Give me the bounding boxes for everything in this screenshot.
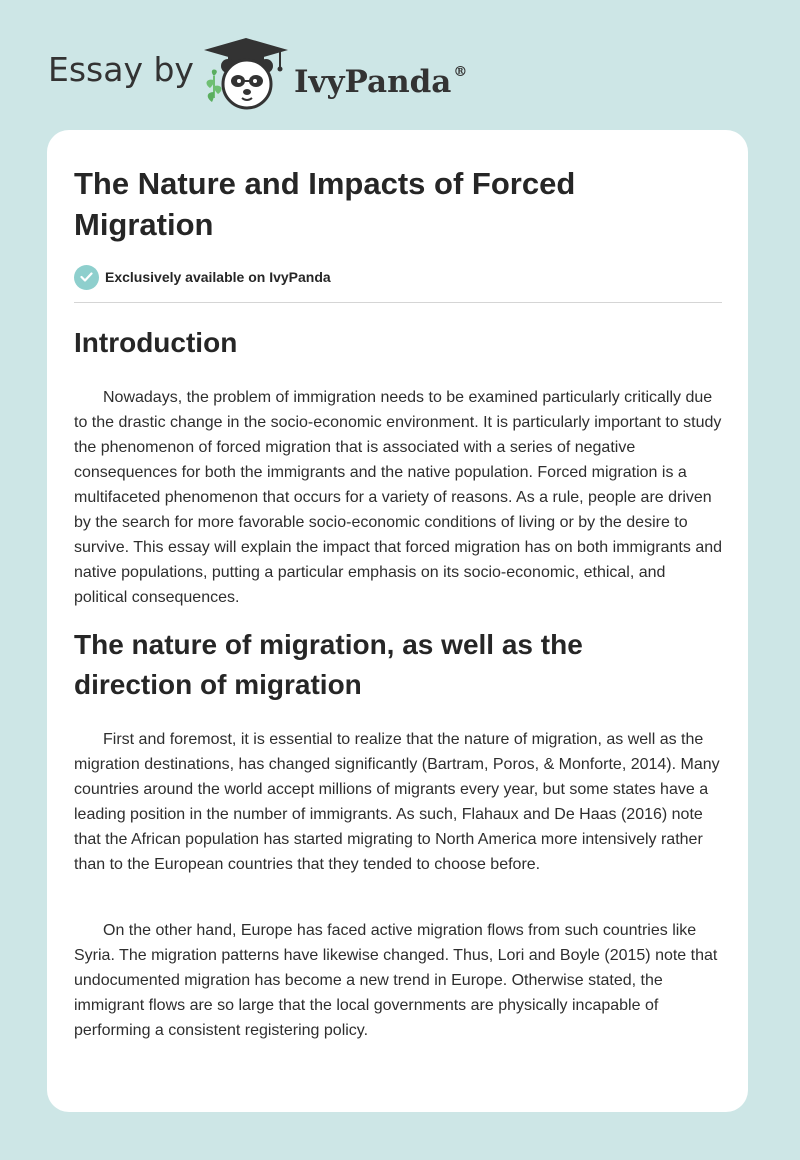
ivypanda-logo-icon[interactable] [200, 36, 292, 112]
essay-by-label: Essay by [48, 50, 194, 89]
essay-card [47, 130, 748, 1112]
ivy-leaf-icon [207, 69, 222, 102]
section-heading-introduction: Introduction [74, 327, 238, 358]
paragraph-introduction: Nowadays, the problem of immigration needs to be examined particularly critically due to the drastic change in the socio-economic environment. It is particularly important to study the phenomenon of forced migration that is associated with a series of negative consequences for both the immigrants and the native population. Forced migration is a multifaceted phenomenon that occurs for a variety of reasons. As a rule, people are driven by the search for more favorable socio-economic conditions of living or by the desire to survive. This essay will explain the impact that forced migration has on both immigrants and native populations, putting a particular emphasis on its socio-economic, ethical, and political consequences. [74, 389, 723, 606]
brand-text: IvyPanda [294, 64, 452, 100]
trademark-symbol: ® [453, 64, 468, 80]
title-divider [74, 302, 722, 303]
paragraph-nature-2: On the other hand, Europe has faced active migration flows from such countries like Syria. The migration patterns have likewise changed. Thus, Lori and Boyle (2015) note that undocumented migration has become a new trend in Europe. Otherwise stated, the immigrant flows are so large that the local governments are physically incapable of performing a consistent registering policy. [74, 922, 718, 1039]
exclusive-label: Exclusively available on IvyPanda [105, 269, 331, 285]
exclusive-badge [74, 263, 331, 291]
essay-title: The Nature and Impacts of Forced Migration [74, 166, 576, 242]
section-heading-nature-of-migration: The nature of migration, as well as the direction of migration [74, 629, 583, 700]
paragraph-nature-1: First and foremost, it is essential to realize that the nature of migration, as well as the migration destinations, has changed significantly (Bartram, Poros, & Monforte, 2014). Many countries around the world accept millions of migrants every year, but some states have a leading position in the number of immigrants. As such, Flahaux and De Haas (2016) note that the African population has started migrating to North America more intensively rather than to the European countries that they tended to choose before. [74, 731, 720, 873]
check-circle-icon [74, 265, 99, 290]
site-header [0, 0, 800, 130]
brand-name[interactable] [294, 52, 467, 102]
panda-face-icon [221, 59, 273, 108]
